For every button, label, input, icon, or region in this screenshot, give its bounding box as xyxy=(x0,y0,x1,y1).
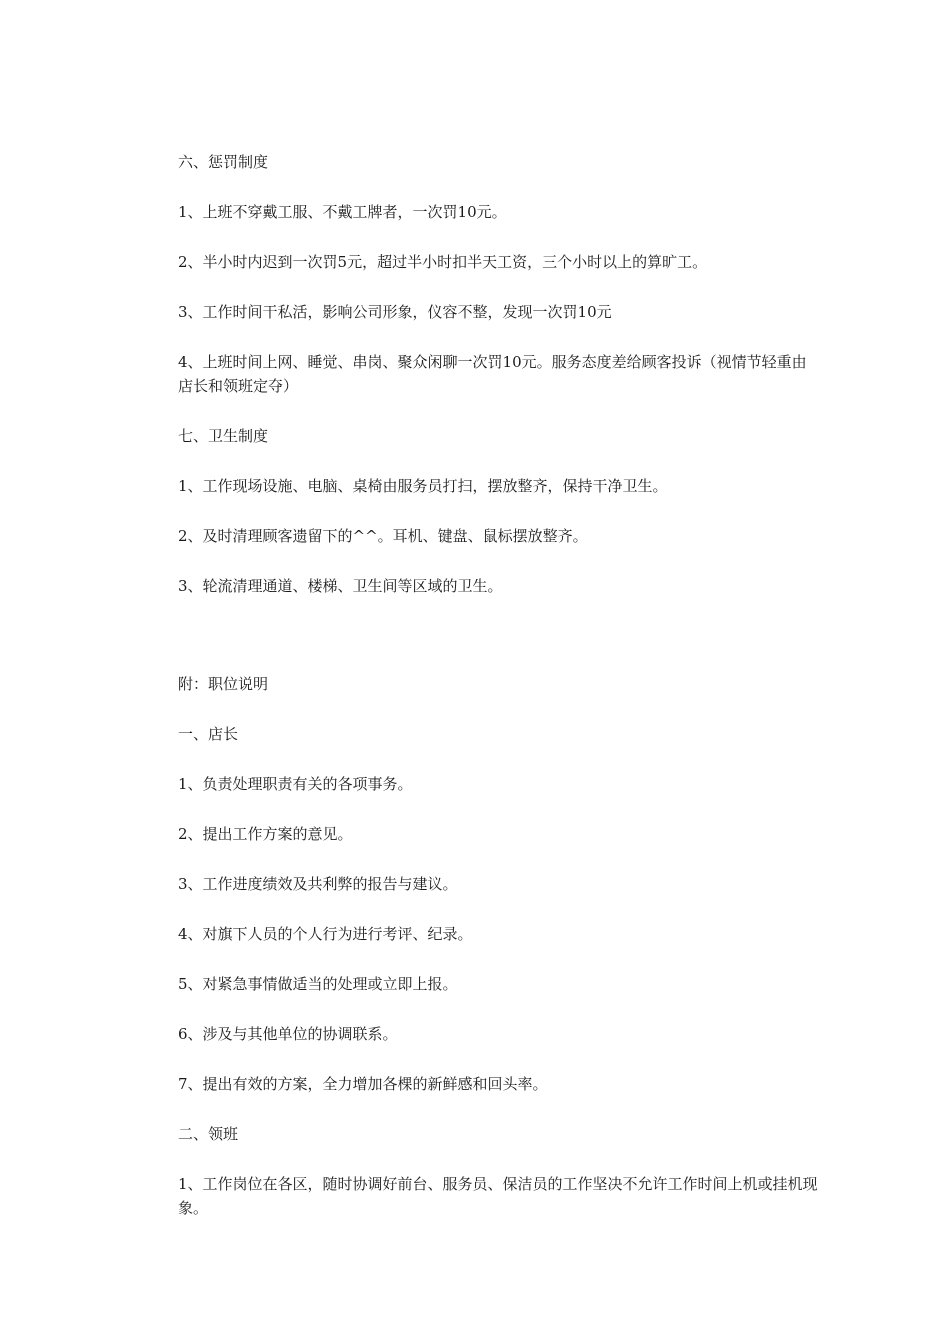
penalty-item-4: 4、上班时间上网、睡觉、串岗、聚众闲聊一次罚10元。服务态度差给顾客投诉（视情节轻重由店长和领班定夺） xyxy=(178,353,807,395)
document-page xyxy=(178,150,818,1246)
section-heading-penalty: 六、惩罚制度 xyxy=(178,153,269,171)
section-heading-foreman: 二、领班 xyxy=(178,1125,239,1143)
penalty-item-3: 3、工作时间干私活，影响公司形象，仪容不整，发现一次罚10元 xyxy=(178,303,612,321)
section-heading-manager: 一、店长 xyxy=(178,725,239,743)
penalty-item-2: 2、半小时内迟到一次罚5元，超过半小时扣半天工资，三个小时以上的算旷工。 xyxy=(178,253,708,271)
manager-item-5: 5、对紧急事情做适当的处理或立即上报。 xyxy=(178,975,458,993)
hygiene-item-2: 2、及时清理顾客遗留下的^^。耳机、键盘、鼠标摆放整齐。 xyxy=(178,527,588,545)
manager-item-2: 2、提出工作方案的意见。 xyxy=(178,825,353,843)
manager-item-6: 6、涉及与其他单位的协调联系。 xyxy=(178,1025,398,1043)
penalty-item-1: 1、上班不穿戴工服、不戴工牌者，一次罚10元。 xyxy=(178,203,507,221)
manager-item-4: 4、对旗下人员的个人行为进行考评、纪录。 xyxy=(178,925,473,943)
hygiene-item-3: 3、轮流清理通道、楼梯、卫生间等区域的卫生。 xyxy=(178,577,503,595)
foreman-item-1: 1、工作岗位在各区，随时协调好前台、服务员、保洁员的工作坚决不允许工作时间上机或挂机现象。 xyxy=(178,1175,818,1217)
section-heading-hygiene: 七、卫生制度 xyxy=(178,427,269,445)
hygiene-item-1: 1、工作现场设施、电脑、桌椅由服务员打扫，摆放整齐，保持干净卫生。 xyxy=(178,477,668,495)
manager-item-1: 1、负责处理职责有关的各项事务。 xyxy=(178,775,413,793)
appendix-heading: 附：职位说明 xyxy=(178,675,269,693)
manager-item-3: 3、工作进度绩效及共利弊的报告与建议。 xyxy=(178,875,458,893)
manager-item-7: 7、提出有效的方案，全力增加各棵的新鲜感和回头率。 xyxy=(178,1075,548,1093)
